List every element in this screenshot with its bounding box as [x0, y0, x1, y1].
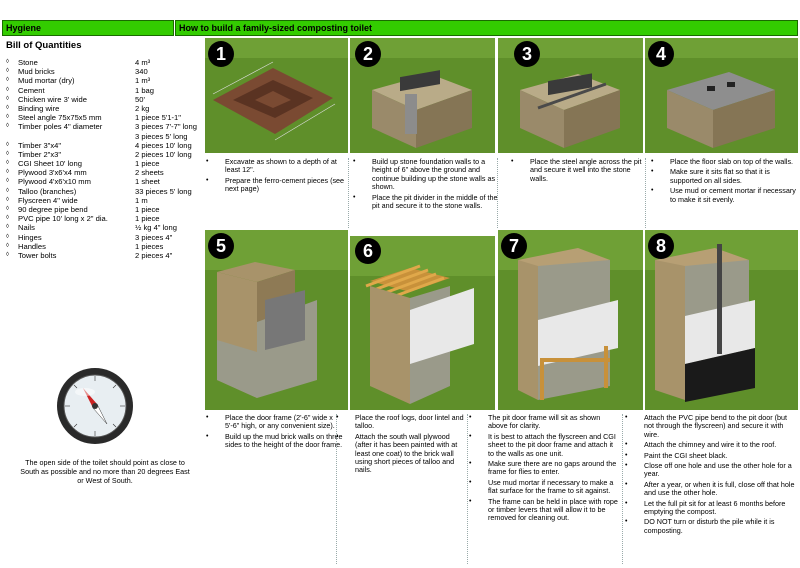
- boq-row: [6, 177, 206, 186]
- bullet-icon: ◊: [6, 196, 9, 203]
- bullet-icon: ◊: [6, 68, 9, 75]
- boq-row: [6, 150, 206, 159]
- boq-row: [6, 122, 206, 131]
- step-2-badge: 2: [355, 41, 381, 67]
- bullet-icon: ◊: [6, 95, 9, 102]
- divider: [497, 158, 498, 228]
- bullet-icon: ◊: [6, 242, 9, 249]
- boq-row: [6, 196, 206, 205]
- boq-row: [6, 242, 206, 251]
- boq-quantity: 1 m³: [135, 76, 151, 86]
- boq-item: Handles: [18, 241, 46, 251]
- divider: [467, 414, 468, 564]
- step-7-text: [468, 414, 620, 525]
- bullet-icon: ◊: [6, 187, 9, 194]
- title-header: [175, 20, 798, 36]
- boq-item: Stone: [18, 58, 38, 67]
- boq-quantity: 340: [135, 67, 148, 77]
- step-8-text: [624, 414, 798, 537]
- step-instruction: • Use mud or cement mortar if necessary to make it sit evenly.: [650, 187, 798, 204]
- boq-item: 90 degree pipe bend: [18, 205, 88, 214]
- step-instruction: • It is best to attach the flyscreen and CGI sheet to the pit door frame and attach it to the walls as one unit.: [468, 433, 620, 458]
- boq-quantity: 1 piece: [135, 159, 160, 169]
- boq-row: [6, 223, 206, 232]
- bullet-icon: [6, 132, 18, 141]
- boq-quantity: 50': [135, 94, 145, 104]
- boq-row: [6, 67, 206, 76]
- step-4-text: [650, 158, 798, 206]
- step-instruction: • Make sure it sits flat so that it is supported on all sides.: [650, 168, 798, 185]
- step-2-text: [352, 158, 500, 212]
- boq-quantity: 4 m³: [135, 58, 151, 67]
- boq-quantity: 4 pieces 10' long: [135, 140, 192, 150]
- step-8-badge: 8: [648, 233, 674, 259]
- category-label: Hygiene: [6, 23, 42, 33]
- boq-quantity: 1 bag: [135, 85, 155, 95]
- page-title: How to build a family-sized composting toilet: [179, 23, 373, 33]
- bullet-icon: ◊: [6, 215, 9, 222]
- step-instruction: • Attach the PVC pipe bend to the pit door (but not through the flyscreen) and secure it with wire.: [624, 414, 798, 439]
- bullet-icon: ◊: [6, 77, 9, 84]
- bullet-icon: ◊: [6, 251, 9, 258]
- step-3-illustration: [498, 38, 643, 153]
- step-instruction: • Make sure there are no gaps around the frame for flies to enter.: [468, 460, 620, 477]
- boq-item: CGI Sheet 10' long: [18, 159, 82, 169]
- bullet-icon: ◊: [6, 178, 9, 185]
- step-4-badge: 4: [648, 41, 674, 67]
- divider: [336, 414, 337, 564]
- step-instruction: • Build up stone foundation walls to a height of 6" above the ground and continue building up the stone walls as shown.: [352, 158, 500, 192]
- boq-quantity: 1 piece 5'1-1": [135, 113, 181, 123]
- boq-quantity: 1 m: [135, 195, 148, 205]
- boq-item: Plywood 3'x6'x4 mm: [18, 168, 87, 178]
- boq-row: [6, 233, 206, 242]
- boq-row: [6, 251, 206, 260]
- boq-item: Talloo (branches): [18, 186, 77, 196]
- step-instruction: • Place the floor slab on top of the walls.: [650, 158, 798, 166]
- boq-item: Hinges: [18, 232, 42, 242]
- boq-item: Timber 2"x3": [18, 149, 62, 159]
- bullet-icon: ◊: [6, 160, 9, 167]
- boq-row: [6, 141, 206, 150]
- category-header: [2, 20, 174, 36]
- step-5-badge: 5: [208, 233, 234, 259]
- bullet-icon: ◊: [6, 104, 9, 111]
- boq-item: Binding wire: [18, 103, 60, 113]
- step-instruction: • Place the roof logs, door lintel and talloo.: [335, 414, 465, 431]
- boq-quantity: 1 pieces: [135, 241, 164, 251]
- step-8-illustration: [645, 230, 798, 410]
- boq-item: Cement: [18, 85, 45, 95]
- step-1-illustration: [205, 38, 348, 153]
- step-instruction: • Place the door frame (2'-6" wide x 5'-6" high, or any convenient size).: [205, 414, 345, 431]
- step-instruction: • Paint the CGI sheet black.: [624, 452, 798, 460]
- step-7-illustration: [498, 230, 643, 410]
- boq-quantity: 1 piece: [135, 214, 160, 224]
- step-instruction: • Prepare the ferro-cement pieces (see next page): [205, 177, 350, 194]
- bullet-icon: ◊: [6, 224, 9, 231]
- step-instruction: • Let the full pit sit for at least 6 months before emptying the compost.: [624, 500, 798, 517]
- bullet-icon: ◊: [6, 233, 9, 240]
- step-instruction: • The pit door frame will sit as shown above for clarity.: [468, 414, 620, 431]
- boq-quantity: 3 pieces 7'-7" long: [135, 122, 197, 132]
- step-6-badge: 6: [355, 238, 381, 264]
- boq-quantity: 3 pieces 4": [135, 232, 173, 242]
- step-3-badge: 3: [514, 41, 540, 67]
- boq-row: [6, 168, 206, 177]
- boq-row: [6, 95, 206, 104]
- boq-row: [6, 214, 206, 223]
- step-7-badge: 7: [501, 233, 527, 259]
- step-instruction: • The frame can be held in place with rope or timber levers that will allow it to be removed for cleaning out.: [468, 498, 620, 523]
- bullet-icon: ◊: [6, 123, 9, 130]
- boq-item: Steel angle 75x75x5 mm: [18, 113, 102, 123]
- divider: [645, 158, 646, 228]
- boq-item: Nails: [18, 223, 35, 233]
- step-1-text: [205, 158, 350, 196]
- step-6-illustration: [350, 236, 495, 410]
- step-5-illustration: [205, 230, 348, 410]
- bullet-icon: ◊: [6, 206, 9, 212]
- step-instruction: • Attach the south wall plywood (after it has been painted with at least one coat) to the brick wall using short pieces of talloo and nails.: [335, 433, 465, 475]
- boq-quantity: 2 pieces 4": [135, 250, 173, 260]
- boq-item: Timber poles 4" diameter: [18, 122, 103, 132]
- boq-row: [6, 159, 206, 168]
- boq-quantity: 3 pieces 5' long: [135, 131, 188, 141]
- boq-title: Bill of Quantities: [6, 40, 82, 51]
- step-instruction: • Attach the chimney and wire it to the roof.: [624, 441, 798, 449]
- boq-row: [6, 205, 206, 214]
- step-instruction: • Place the steel angle across the pit and secure it well into the stone walls.: [510, 158, 650, 183]
- bullet-icon: ◊: [6, 150, 9, 157]
- boq-item: Plywood 4'x6'x10 mm: [18, 177, 91, 187]
- step-3-text: [510, 158, 650, 185]
- boq-row: [6, 104, 206, 113]
- boq-item: Timber 3"x4": [18, 140, 62, 150]
- step-instruction: • Close off one hole and use the other hole for a year.: [624, 462, 798, 479]
- boq-item: Mud bricks: [18, 67, 55, 77]
- boq-row: [6, 132, 206, 141]
- boq-item: Chicken wire 3' wide: [18, 94, 87, 104]
- bullet-icon: ◊: [6, 169, 9, 176]
- bullet-icon: ◊: [6, 141, 9, 148]
- boq-row: [6, 76, 206, 85]
- boq-quantity: 1 piece: [135, 205, 160, 214]
- step-2-illustration: [350, 38, 495, 153]
- boq-quantity: 2 sheets: [135, 168, 164, 178]
- boq-quantity: 2 kg: [135, 103, 150, 113]
- step-instruction: • DO NOT turn or disturb the pile while it is composting.: [624, 518, 798, 535]
- divider: [622, 414, 623, 564]
- boq-quantity: 2 pieces 10' long: [135, 149, 192, 159]
- divider: [348, 158, 349, 228]
- step-1-badge: 1: [208, 41, 234, 67]
- bullet-icon: ◊: [6, 59, 9, 65]
- boq-item: PVC pipe 10' long x 2" dia.: [18, 214, 108, 224]
- boq-item: Flyscreen 4" wide: [18, 195, 78, 205]
- boq-table: [6, 58, 206, 260]
- bullet-icon: ◊: [6, 86, 9, 93]
- boq-item: [18, 132, 135, 141]
- boq-quantity: ½ kg 4" long: [135, 223, 177, 233]
- bullet-icon: ◊: [6, 114, 9, 121]
- step-6-text: [335, 414, 465, 477]
- boq-row: [6, 86, 206, 95]
- step-instruction: • Build up the mud brick walls on three sides to the height of the door frame.: [205, 433, 345, 450]
- compass-note: The open side of the toilet should point as close to South as possible and no more than 20 degrees East or West of South.: [20, 458, 190, 485]
- compass-icon: [55, 366, 135, 446]
- boq-row: [6, 113, 206, 122]
- boq-quantity: 33 pieces 5' long: [135, 186, 192, 196]
- boq-row: [6, 58, 206, 67]
- step-instruction: • Use mud mortar if necessary to make a flat surface for the frame to sit against.: [468, 479, 620, 496]
- step-instruction: • Place the pit divider in the middle of the pit and secure it to the stone walls.: [352, 194, 500, 211]
- boq-row: [6, 187, 206, 196]
- boq-quantity: 1 sheet: [135, 177, 160, 187]
- boq-item: Mud mortar (dry): [18, 76, 75, 86]
- step-instruction: • Excavate as shown to a depth of at least 12".: [205, 158, 350, 175]
- boq-item: Tower bolts: [18, 250, 57, 260]
- step-5-text: [205, 414, 345, 452]
- step-instruction: • After a year, or when it is full, close off that hole and use the other hole.: [624, 481, 798, 498]
- step-4-illustration: [645, 38, 798, 153]
